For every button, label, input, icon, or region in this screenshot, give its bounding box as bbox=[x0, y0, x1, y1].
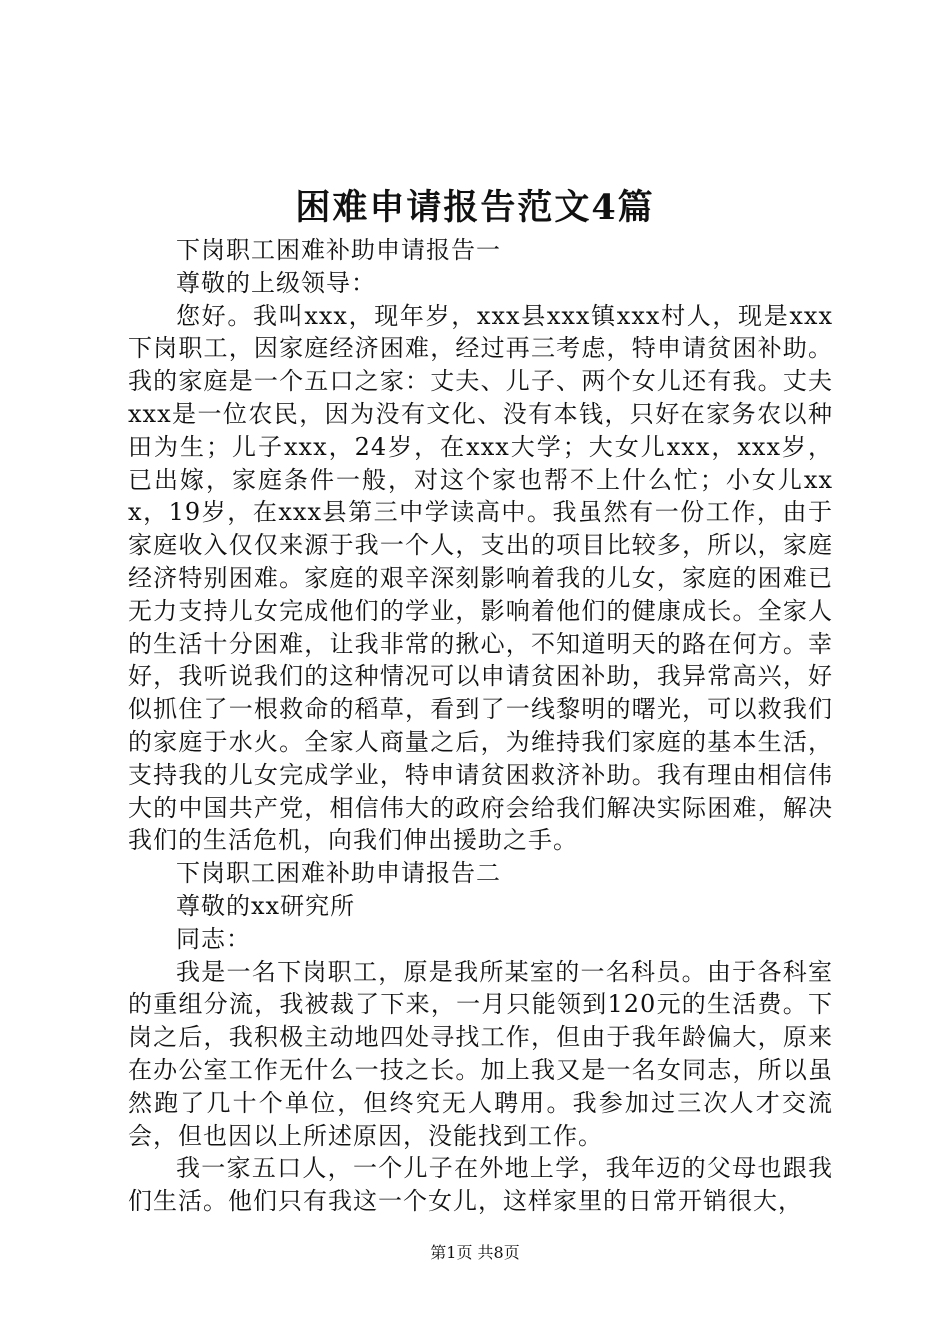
body-paragraph-2: 我是一名下岗职工，原是我所某室的一名科员。由于各科室的重组分流，我被裁了下来，一月只能领到120元的生活费。下岗之后，我积极主动地四处寻找工作，但由于我年龄偏大，原来在办公室工作无什么一技之长。加上我又是一名女同志，所以虽然跑了几十个单位，但终究无人聘用。我参加过三次人才交流会，但也因以上所述原因，没能找到工作。 bbox=[128, 957, 833, 1150]
salutation-1: 尊敬的上级领导： bbox=[176, 268, 376, 297]
body-paragraph-1: 您好。我叫xxx，现年岁，xxx县xxx镇xxx村人，现是xxx下岗职工，因家庭经济困难，经过再三考虑，特申请贫困补助。我的家庭是一个五口之家：丈夫、儿子、两个女儿还有我。丈夫xxx是一位农民，因为没有文化、没有本钱，只好在家务农以种田为生；儿子xxx，24岁，在xxx大学；大女儿xxx，xxx岁，已出嫁，家庭条件一般，对这个家也帮不上什么忙；小女儿xxx，19岁，在xxx县第三中学读高中。我虽然有一份工作，由于家庭收入仅仅来源于我一个人，支出的项目比较多，所以，家庭经济特别困难。家庭的艰辛深刻影响着我的儿女，家庭的困难已无力支持儿女完成他们的学业，影响着他们的健康成长。全家人的生活十分困难，让我非常的揪心，不知道明天的路在何方。幸好，我听说我们的这种情况可以申请贫困补助，我异常高兴，好似抓住了一根救命的稻草，看到了一线黎明的曙光，可以救我们的家庭于水火。全家人商量之后，为维持我们家庭的基本生活，支持我的儿女完成学业，特申请贫困救济补助。我有理由相信伟大的中国共产党，相信伟大的政府会给我们解决实际困难，解决我们的生活危机，向我们伸出援助之手。 bbox=[128, 301, 833, 855]
document-body bbox=[128, 234, 833, 1218]
salutation-2-continued: 同志： bbox=[176, 924, 251, 953]
section-heading-1: 下岗职工困难补助申请报告一 bbox=[176, 236, 501, 264]
salutation-2: 尊敬的xx研究所 bbox=[176, 891, 356, 920]
section-heading-2: 下岗职工困难补助申请报告二 bbox=[176, 859, 501, 888]
page-footer: 第1页 共8页 bbox=[430, 1243, 520, 1262]
body-paragraph-3: 我一家五口人，一个儿子在外地上学，我年迈的父母也跟我们生活。他们只有我这一个女儿，这样家里的日常开销很大， bbox=[128, 1154, 833, 1216]
document-title: 困难申请报告范文4篇 bbox=[295, 187, 655, 228]
